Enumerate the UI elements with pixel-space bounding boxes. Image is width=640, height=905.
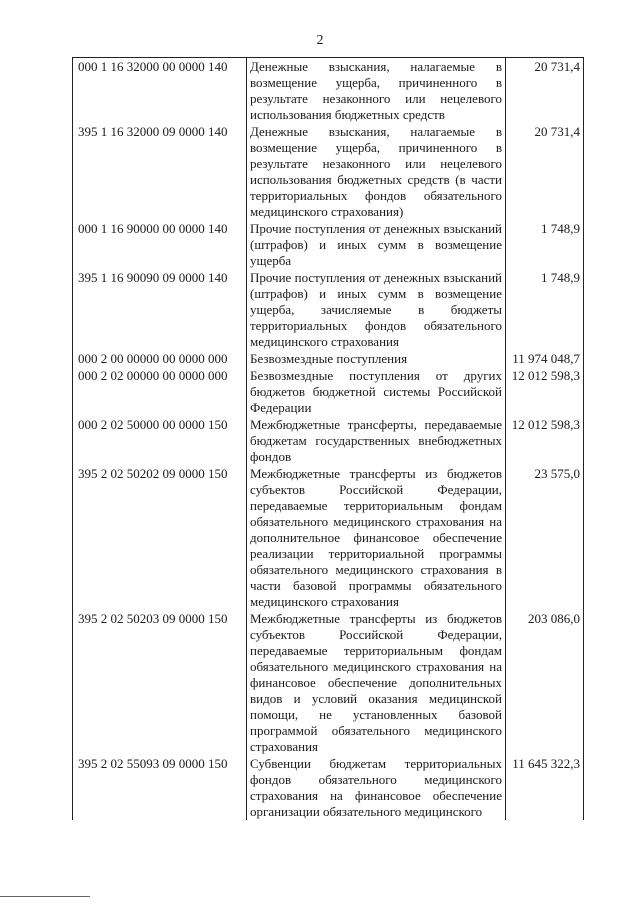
table-row xyxy=(73,465,584,610)
revenue-amount: 11 645 322,3 xyxy=(506,755,584,820)
page-number: 2 xyxy=(316,33,324,48)
budget-code: 395 2 02 50203 09 0000 150 xyxy=(73,610,247,755)
footnote-separator-line xyxy=(0,896,90,897)
budget-code: 000 1 16 32000 00 0000 140 xyxy=(73,58,247,124)
budget-code: 395 2 02 50202 09 0000 150 xyxy=(73,465,247,610)
revenue-amount: 12 012 598,3 xyxy=(506,416,584,465)
table-row xyxy=(73,123,584,220)
budget-code: 000 2 00 00000 00 0000 000 xyxy=(73,350,247,367)
revenue-amount: 11 974 048,7 xyxy=(506,350,584,367)
revenue-description: Прочие поступления от денежных взысканий (штрафов) и иных сумм в возмещение ущерба, зачисляемые в бюджеты территориальных фондов обязательного медицинского страхования xyxy=(247,269,506,350)
table-row xyxy=(73,269,584,350)
revenue-description: Прочие поступления от денежных взысканий (штрафов) и иных сумм в возмещение ущерба xyxy=(247,220,506,269)
budget-code: 000 2 02 00000 00 0000 000 xyxy=(73,367,247,416)
revenue-amount: 20 731,4 xyxy=(506,58,584,124)
revenue-amount: 20 731,4 xyxy=(506,123,584,220)
revenue-amount: 23 575,0 xyxy=(506,465,584,610)
revenue-description: Межбюджетные трансферты, передаваемые бюджетам государственных внебюджетных фондов xyxy=(247,416,506,465)
table-row xyxy=(73,755,584,820)
revenue-description: Межбюджетные трансферты из бюджетов субъектов Российской Федерации, передаваемые территориальным фондам обязательного медицинского страхования на дополнительное финансовое обеспечение реализации территориальной программы обязательного медицинского страхования в части базовой программы обязательного медицинского страхования xyxy=(247,465,506,610)
budget-code: 395 1 16 32000 09 0000 140 xyxy=(73,123,247,220)
revenue-description: Денежные взыскания, налагаемые в возмещение ущерба, причиненного в результате незаконного или нецелевого использования бюджетных средств (в части территориальных фондов обязательного медицинского страхования) xyxy=(247,123,506,220)
table-row xyxy=(73,220,584,269)
budget-code: 000 2 02 50000 00 0000 150 xyxy=(73,416,247,465)
table-row xyxy=(73,416,584,465)
revenue-description: Безвозмездные поступления xyxy=(247,350,506,367)
table-row xyxy=(73,367,584,416)
table-row xyxy=(73,350,584,367)
revenue-description: Субвенции бюджетам территориальных фондов обязательного медицинского страхования на финансовое обеспечение организации обязательного медицинского xyxy=(247,755,506,820)
revenue-amount: 203 086,0 xyxy=(506,610,584,755)
revenue-amount: 12 012 598,3 xyxy=(506,367,584,416)
revenue-description: Денежные взыскания, налагаемые в возмещение ущерба, причиненного в результате незаконного или нецелевого использования бюджетных средств xyxy=(247,58,506,124)
revenue-description: Безвозмездные поступления от других бюджетов бюджетной системы Российской Федерации xyxy=(247,367,506,416)
table-row xyxy=(73,610,584,755)
revenue-amount: 1 748,9 xyxy=(506,220,584,269)
budget-code: 395 1 16 90090 09 0000 140 xyxy=(73,269,247,350)
revenue-description: Межбюджетные трансферты из бюджетов субъектов Российской Федерации, передаваемые территориальным фондам обязательного медицинского страхования на финансовое обеспечение дополнительных видов и условий оказания медицинской помощи, не установленных базовой программой обязательного медицинского страхования xyxy=(247,610,506,755)
revenue-amount: 1 748,9 xyxy=(506,269,584,350)
budget-code: 395 2 02 55093 09 0000 150 xyxy=(73,755,247,820)
table-row xyxy=(73,58,584,124)
budget-revenue-table xyxy=(72,57,584,820)
budget-code: 000 1 16 90000 00 0000 140 xyxy=(73,220,247,269)
